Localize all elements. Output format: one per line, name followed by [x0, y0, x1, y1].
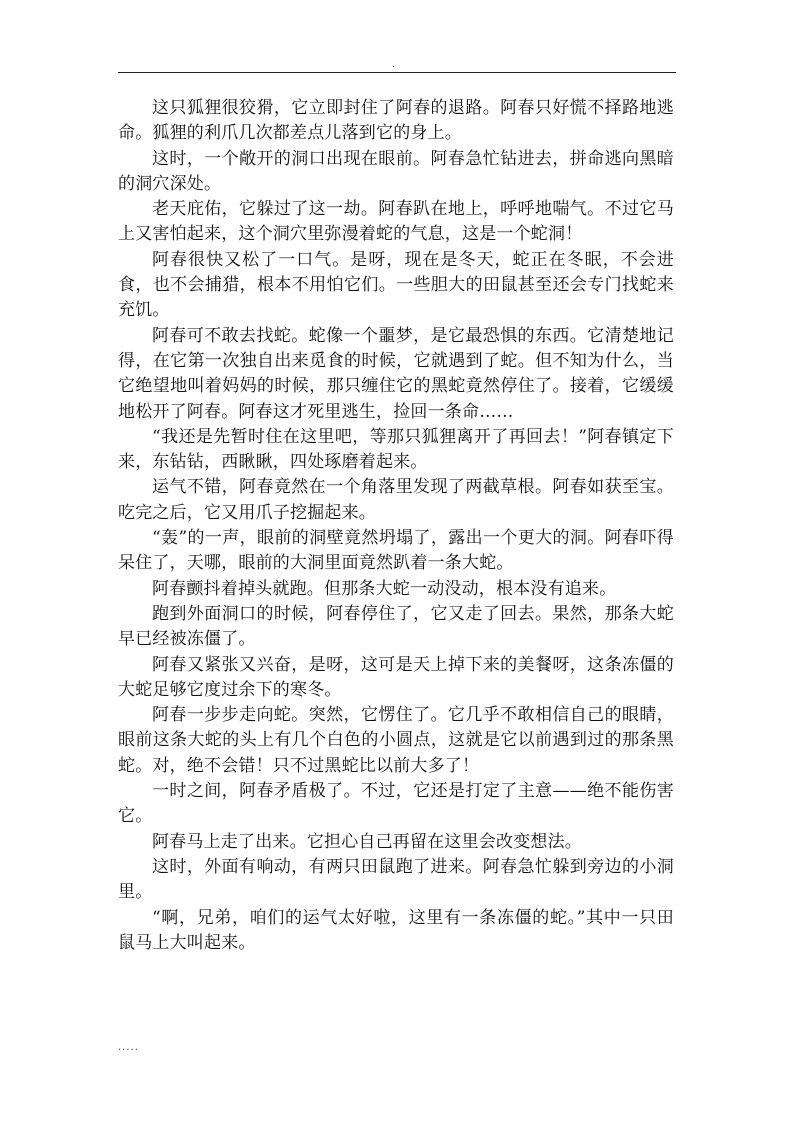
paragraph: 跑到外面洞口的时候，阿春停住了，它又走了回去。果然，那条大蛇早已经被冻僵了。: [118, 603, 674, 650]
paragraph: 阿春一步步走向蛇。突然，它愣住了。它几乎不敢相信自己的眼睛，眼前这条大蛇的头上有几个白色的小圆点，这就是它以前遇到过的那条黑蛇。对，绝不会错！只不过黑蛇比以前大多了！: [118, 705, 674, 776]
paragraph: 一时之间，阿春矛盾极了。不过，它还是打定了主意——绝不能伤害它。: [118, 781, 674, 827]
paragraph: 阿春颤抖着掉头就跑。但那条大蛇一动没动，根本没有追来。: [152, 578, 617, 599]
paragraph: 这只狐狸很狡猾，它立即封住了阿春的退路。阿春只好慌不择路地逃命。狐狸的利爪几次都差点儿落到它的身上。: [118, 98, 674, 144]
paragraph: 这时，一个敞开的洞口出现在眼前。阿春急忙钻进去，拼命逃向黑暗的洞穴深处。: [118, 148, 674, 194]
paragraph: “轰”的一声，眼前的洞壁竟然坍塌了，露出一个更大的洞。阿春吓得呆住了，天哪，眼前的大洞里面竟然趴着一条大蛇。: [118, 528, 674, 574]
paragraph: 运气不错，阿春竟然在一个角落里发现了两截草根。阿春如获至宝。吃完之后，它又用爪子挖掘起来。: [118, 477, 674, 523]
paragraph: 阿春又紧张又兴奋，是呀，这可是天上掉下来的美餐呀，这条冻僵的大蛇足够它度过余下的寒冬。: [118, 654, 674, 700]
paragraph: 阿春马上走了出来。它担心自己再留在这里会改变想法。: [152, 831, 582, 852]
paragraph: “我还是先暂时住在这里吧，等那只狐狸离开了再回去！”阿春镇定下来，东钻钻，西瞅瞅，四处琢磨着起来。: [118, 426, 674, 473]
header-dot: .: [392, 59, 396, 70]
paragraph: 阿春可不敢去找蛇。蛇像一个噩梦，是它最恐惧的东西。它清楚地记得，在它第一次独自出来觅食的时候，它就遇到了蛇。但不知为什么，当它绝望地叫着妈妈的时候，那只缠住它的黑蛇竟然停住了。接着，它缓缓地松开了阿春。阿春这才死里逃生，捡回一条命……: [118, 325, 674, 422]
paragraph: 这时，外面有响动，有两只田鼠跑了进来。阿春急忙躲到旁边的小洞里。: [118, 856, 674, 903]
header-rule: [118, 72, 676, 73]
footer-dots: .....: [118, 1042, 139, 1053]
paragraph: 老天庇佑，它躲过了这一劫。阿春趴在地上，呼呼地喘气。不过它马上又害怕起来，这个洞穴里弥漫着蛇的气息，这是一个蛇洞！: [118, 199, 674, 245]
paragraph: “啊，兄弟，咱们的运气太好啦，这里有一条冻僵的蛇。”其中一只田鼠马上大叫起来。: [118, 907, 674, 953]
story-body: [118, 96, 674, 956]
paragraph: 阿春很快又松了一口气。是呀，现在是冬天，蛇正在冬眠，不会进食，也不会捕猎，根本不用怕它们。一些胆大的田鼠甚至还会专门找蛇来充饥。: [118, 249, 674, 321]
